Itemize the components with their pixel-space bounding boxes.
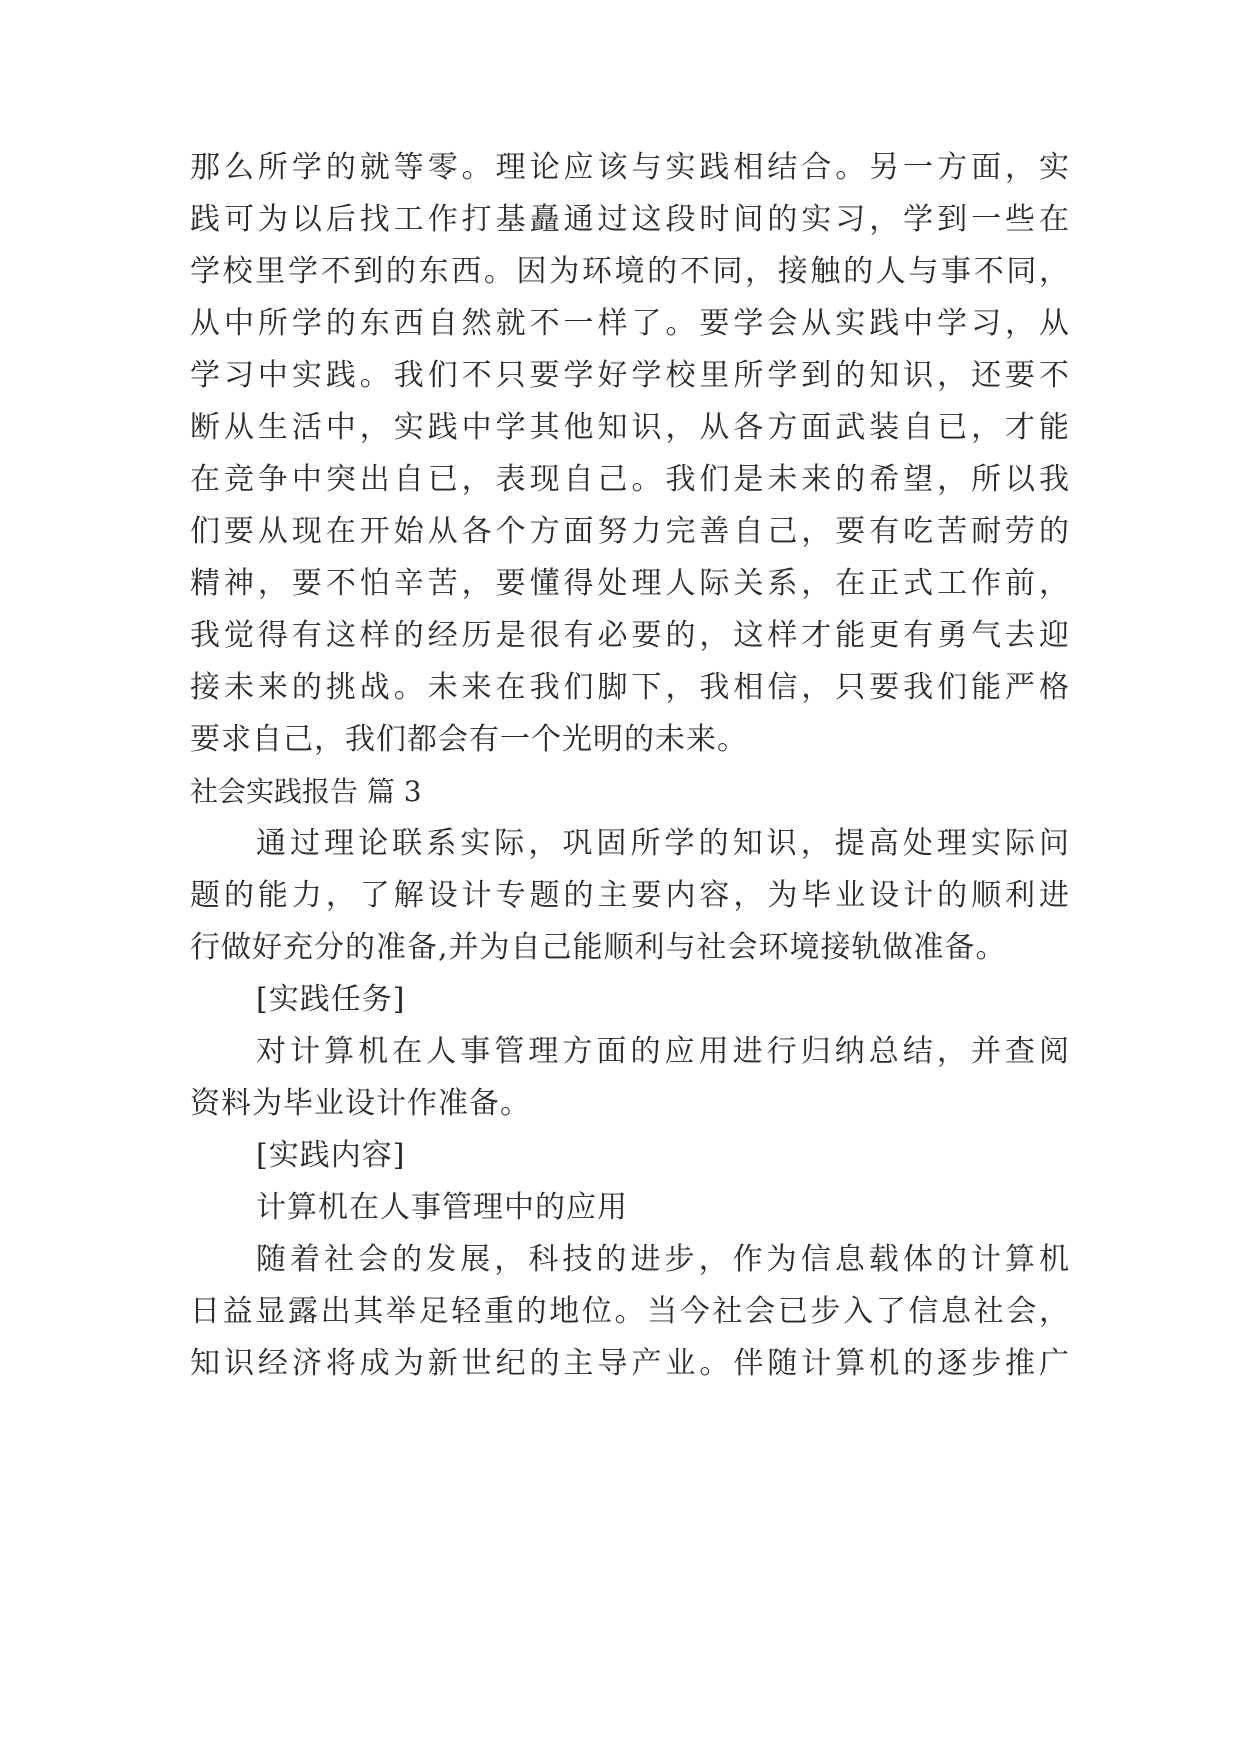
paragraph-line: 那么所学的就等零。理论应该与实践相结合。另一方面，实 (190, 150, 1070, 185)
section-heading: 社会实践报告 篇 3 (190, 775, 422, 808)
content-label: [实践内容] (256, 1138, 406, 1173)
paragraph-line: 通过理论联系实际，巩固所学的知识，提高处理实际问 (256, 826, 1070, 861)
paragraph-line: 学习中实践。我们不只要学好学校里所学到的知识，还要不 (190, 358, 1070, 393)
paragraph-line: 践可为以后找工作打基矗通过这段时间的实习，学到一些在 (190, 202, 1070, 237)
paragraph-line: 我觉得有这样的经历是很有必要的，这样才能更有勇气去迎 (190, 618, 1070, 653)
paragraph-line: 从中所学的东西自然就不一样了。要学会从实践中学习，从 (190, 306, 1070, 341)
paragraph-line: 日益显露出其举足轻重的地位。当今社会已步入了信息社会， (190, 1294, 1070, 1329)
paragraph-line: 接未来的挑战。未来在我们脚下，我相信，只要我们能严格 (190, 670, 1070, 705)
topic-title: 计算机在人事管理中的应用 (256, 1190, 628, 1225)
paragraph-line: 知识经济将成为新世纪的主导产业。伴随计算机的逐步推广 (190, 1346, 1070, 1381)
paragraph-line: 精神，要不怕辛苦，要懂得处理人际关系，在正式工作前， (190, 566, 1070, 601)
paragraph-line: 要求自己，我们都会有一个光明的未来。 (190, 722, 748, 757)
paragraph-line: 在竞争中突出自已，表现自己。我们是未来的希望，所以我 (190, 462, 1070, 497)
paragraph-line: 随着社会的发展，科技的进步，作为信息载体的计算机 (256, 1242, 1070, 1277)
paragraph-line: 对计算机在人事管理方面的应用进行归纳总结，并查阅 (256, 1034, 1070, 1069)
paragraph-line: 题的能力，了解设计专题的主要内容，为毕业设计的顺利进 (190, 878, 1070, 913)
paragraph-line: 资料为毕业设计作准备。 (190, 1086, 531, 1121)
paragraph-line: 学校里学不到的东西。因为环境的不同，接触的人与事不同， (190, 254, 1070, 289)
paragraph-line: 断从生活中，实践中学其他知识，从各方面武装自已，才能 (190, 410, 1070, 445)
paragraph-line: 们要从现在开始从各个方面努力完善自己，要有吃苦耐劳的 (190, 514, 1070, 549)
task-label: [实践任务] (256, 982, 406, 1017)
paragraph-line: 行做好充分的准备,并为自己能顺利与社会环境接轨做准备。 (190, 930, 1007, 965)
